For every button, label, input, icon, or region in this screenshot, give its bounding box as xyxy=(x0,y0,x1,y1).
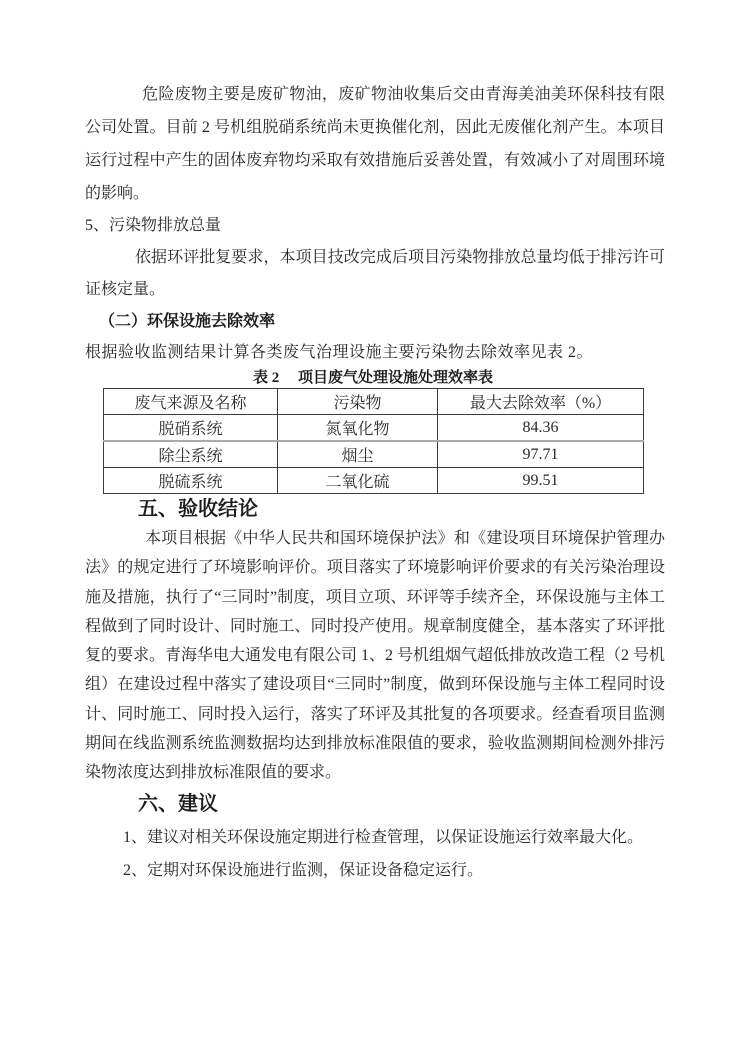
cell-efficiency: 84.36 xyxy=(438,415,644,442)
heading-conclusion: 五、验收结论 xyxy=(138,498,258,520)
suggestion-item-2: 2、定期对环保设施进行监测，保证设备稳定运行。 xyxy=(123,861,484,879)
cell-source: 脱硫系统 xyxy=(104,468,278,494)
para-conclusion: 本项目根据《中华人民共和国环境保护法》和《建设项目环境保护管理办法》的规定进行了环境影响评价。项目落实了环境影响评价要求的有关污染治理设施及措施，执行了“三同时”制度，项目立项、环评等手续齐全，环保设施与主体工程做到了同时设计、同时施工、同时投产使用。规章制度健全，基本落实了环评批复的要求。青海华电大通发电有限公司 1、2 号机组烟气超低排放改造工程（2 号机组）在建设过程中落实了建设项目“三同时”制度，做到环保设施与主体工程同时设计、同时施工、同时投入运行，落实了环评及其批复的各项要求。经查看项目监测期间在线监测系统监测数据均达到排放标准限值的要求，验收监测期间检测外排污染物浓度达到排放标准限值的要求。 xyxy=(85,530,666,782)
cell-source: 脱硝系统 xyxy=(104,415,278,442)
heading-suggestion: 六、建议 xyxy=(138,792,218,815)
col-header-source: 废气来源及名称 xyxy=(104,389,278,415)
table-row-denitration xyxy=(104,415,644,442)
table-title: 表 2 项目废气处理设施处理效率表 xyxy=(252,370,493,386)
heading-removal-efficiency: （二）环保设施去除效率 xyxy=(99,313,276,330)
table-header-row xyxy=(104,389,644,415)
para-hazardous-waste: 危险废物主要是废矿物油，废矿物油收集后交由青海美油美环保科技有限公司处置。目前 2 号机组脱硝系统尚未更换催化剂，因此无废催化剂产生。本项目运行过程中产生的固体废弃物均采取有效措施后妥善处置，有效减小了对周围环境的影响。 xyxy=(85,86,665,202)
table-row-desulfurization xyxy=(104,468,644,494)
suggestion-item-1: 1、建议对相关环保设施定期进行检查管理，以保证设施运行效率最大化。 xyxy=(123,828,644,846)
table-row-dust-removal xyxy=(104,441,644,468)
col-header-efficiency: 最大去除效率（%） xyxy=(438,389,644,415)
para-total-amount: 依据环评批复要求，本项目技改完成后项目污染物排放总量均低于排污许可证核定量。 xyxy=(85,249,665,298)
cell-efficiency: 97.71 xyxy=(438,441,644,468)
cell-source: 除尘系统 xyxy=(104,441,278,468)
page-content xyxy=(85,78,665,887)
col-header-pollutant: 污染物 xyxy=(278,389,438,415)
cell-pollutant: 氮氧化物 xyxy=(278,415,438,442)
para-table-intro: 根据验收监测结果计算各类废气治理设施主要污染物去除效率见表 2。 xyxy=(85,344,594,361)
cell-efficiency: 99.51 xyxy=(438,468,644,494)
heading-pollutant-total: 5、污染物排放总量 xyxy=(85,217,222,234)
cell-pollutant: 二氧化硫 xyxy=(278,468,438,494)
efficiency-table xyxy=(103,388,644,494)
cell-pollutant: 烟尘 xyxy=(278,441,438,468)
